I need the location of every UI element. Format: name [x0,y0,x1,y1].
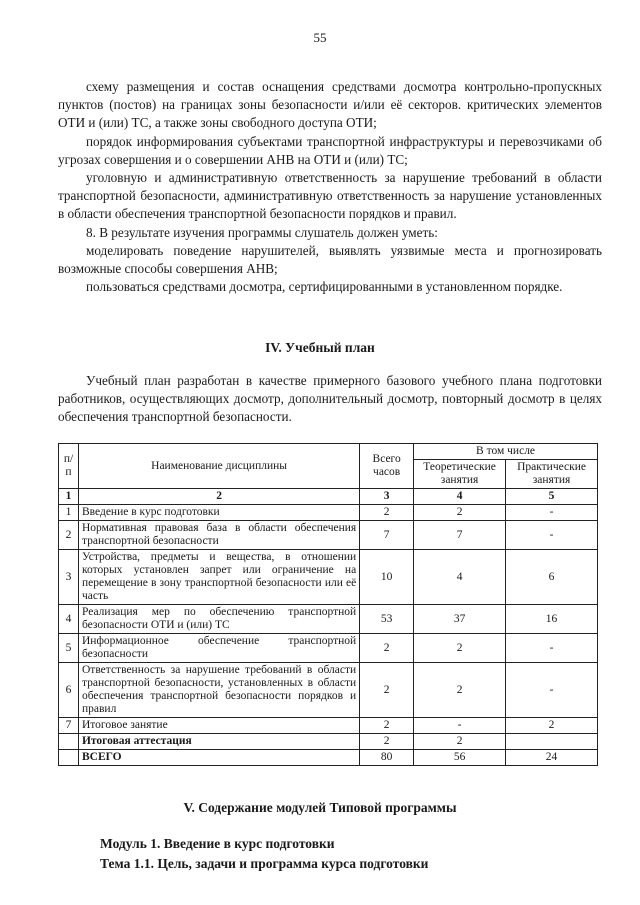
section-4-intro: Учебный план разработан в качестве примерного базового учебного плана подготовки работников, осуществляющих досмотр, дополнительный досмотр, повторный досмотр в целях обеспечения транспортной безопасности. [58,373,602,425]
page-number: 55 [313,30,327,45]
table-row: 7 Итоговое занятие 2 - 2 [59,718,598,734]
header-theory: Теоретические занятия [414,460,506,489]
paragraph: 8. В результате изучения программы слушатель должен уметь: [86,224,438,240]
table-row: 2 Нормативная правовая база в области обеспечения транспортной безопасности 7 7 - [59,521,598,550]
table-row: 3 Устройства, предметы и вещества, в отношении которых установлен запрет или ограничение на перемещение в зону транспортной безопасности или её часть 10 4 6 [59,550,598,605]
table-row: 1 Введение в курс подготовки 2 2 - [59,505,598,521]
paragraph: схему размещения и состав оснащения средствами досмотра контрольно-пропускных пунктов (постов) на границах зоны безопасности и/или её секторов. критических элементов ОТИ и (или) ТС, а также зоны свободного доступа ОТИ; [58,79,602,131]
topic-title: Тема 1.1. Цель, задачи и программа курса подготовки [100,856,429,871]
paragraph: пользоваться средствами досмотра, сертифицированными в установленном порядке. [86,279,563,295]
curriculum-table [58,443,598,766]
header-total: Всего часов [360,444,414,489]
header-including: В том числе [414,444,598,460]
table-header-row [59,444,598,460]
header-name: Наименование дисциплины [78,444,359,489]
section-5-heading: V. Содержание модулей Типовой программы [183,800,457,815]
table-row: 4 Реализация мер по обеспечению транспортной безопасности ОТИ и (или) ТС 53 37 16 [59,605,598,634]
header-num: п/п [59,444,79,489]
paragraph: уголовную и административную ответственность за нарушение требований в области транспортной безопасности, административную ответственность за нарушение установленных в области обеспечения транспортной безопасности порядков и правил. [58,170,602,222]
section-4-heading: IV. Учебный план [265,340,375,355]
table-index-row: 1 2 3 4 5 [59,489,598,505]
table-row-total: ВСЕГО 80 56 24 [59,750,598,766]
table-row: 5 Информационное обеспечение транспортной безопасности 2 2 - [59,634,598,663]
paragraph: моделировать поведение нарушителей, выявлять уязвимые места и прогнозировать возможные способы совершения АНВ; [58,242,602,277]
table-row: 6 Ответственность за нарушение требований в области транспортной безопасности, установленных в области обеспечения транспортной безопасности порядков и правил 2 2 - [59,663,598,718]
table-row-attestation: Итоговая аттестация 2 2 [59,734,598,750]
body-text [58,78,602,296]
paragraph: порядок информирования субъектами транспортной инфраструктуры и перевозчиками об угрозах совершения и о совершении АНВ на ОТИ и (или) ТС; [58,133,602,167]
module-title: Модуль 1. Введение в курс подготовки [100,836,335,851]
header-practice: Практические занятия [506,460,598,489]
